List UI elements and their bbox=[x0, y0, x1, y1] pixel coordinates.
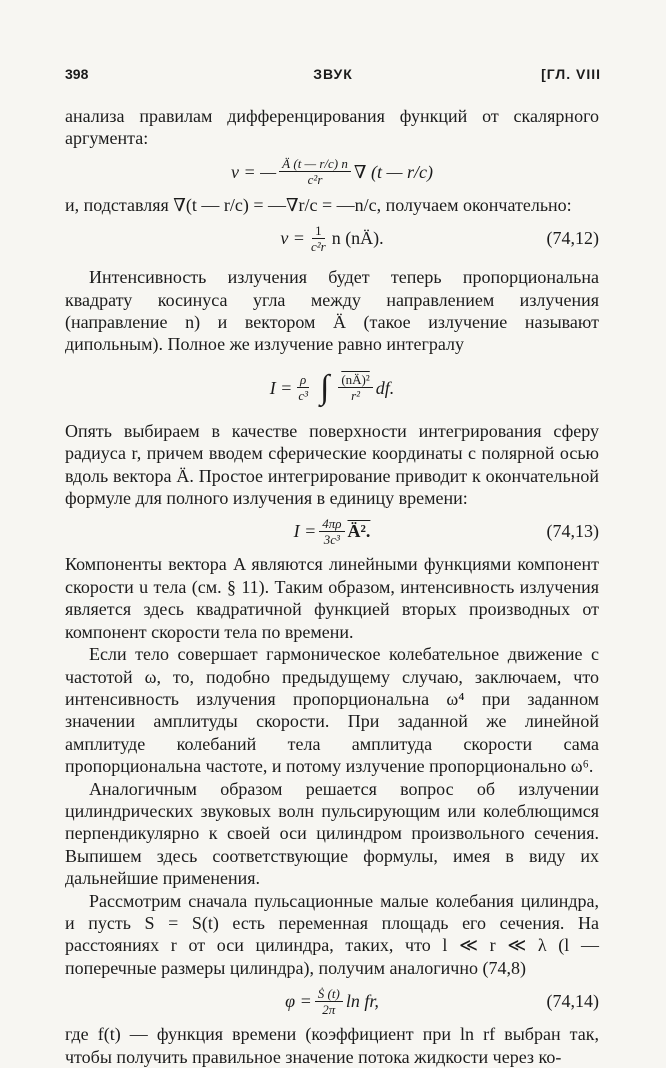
eq-lhs: I = bbox=[293, 521, 317, 542]
fraction-denominator: 3c³ bbox=[323, 531, 340, 547]
eq-rhs: n (nÄ). bbox=[331, 228, 384, 249]
paragraph: Компоненты вектора A являются линейными функциями компонент скорости u тела (см. § 11). Таким образом, интенсивность излучения является здесь квадратичной функцией вторых производных от компонент скорости тела по времени. bbox=[65, 554, 599, 642]
eq-rhs: df. bbox=[375, 377, 395, 398]
eq-lhs: v = — bbox=[231, 161, 277, 182]
running-header bbox=[65, 66, 601, 86]
eq-rhs: ∇ (t — r/c) bbox=[353, 161, 433, 182]
paragraph: Опять выбираем в качестве поверхности интегрирования сферу радиуса r, причем вводем сферические координаты с полярной осью вдоль вектора Ä. Простое интегрирование приводит к окончательной формуле для полного излучения в единицу времени: bbox=[65, 420, 599, 509]
eq-rhs: ln fr, bbox=[345, 990, 379, 1011]
fraction-numerator: ρ bbox=[297, 372, 309, 388]
fraction-numerator: Ä (t — r/c) n bbox=[279, 156, 351, 172]
fraction-denominator: 2π bbox=[322, 1001, 336, 1017]
paragraph: Если тело совершает гармоническое колебательное движение с частотой ω, то, подобно предыдущему случаю, заключаем, что интенсивность излучения пропорциональна ω⁴ при заданном значении амплитуды скорости. При заданной же линейной амплитуде колебаний тела амплитуда скорости сама пропорциональна частоте, и потому излучение пропорционально ω⁶. bbox=[65, 644, 599, 777]
fraction-numerator: 1 bbox=[312, 223, 325, 239]
paragraph: Интенсивность излучения будет теперь пропорциональна квадрату косинуса угла между направлением излучения (направление n) и вектором Ä (такое излучение называют дипольным). Полное же излучение равно интегралу bbox=[65, 267, 599, 355]
fraction-numerator: 4πρ bbox=[319, 516, 344, 532]
fraction-denominator: c³ bbox=[298, 388, 308, 404]
fraction-denominator: c²r bbox=[310, 238, 326, 254]
equation-integral bbox=[65, 356, 599, 420]
fraction-denominator: r² bbox=[351, 388, 361, 404]
fraction bbox=[295, 372, 311, 403]
equation-74-12 bbox=[65, 216, 599, 260]
paragraph: Рассмотрим сначала пульсационные малые колебания цилиндра, и пусть S = S(t) есть переменная площадь его сечения. На расстояниях r от оси цилиндра, таких, что l ≪ r ≪ λ (l — поперечные размеры цилиндра), получим аналогично (74,8) bbox=[65, 890, 599, 978]
chapter-label: [ГЛ. VIII bbox=[541, 66, 601, 82]
equation-velocity bbox=[65, 150, 599, 194]
eq-lhs: I = bbox=[269, 377, 293, 398]
running-title: ЗВУК bbox=[313, 66, 353, 82]
equation-number: (74,14) bbox=[546, 990, 599, 1011]
equation-number: (74,12) bbox=[546, 228, 599, 249]
fraction bbox=[315, 986, 343, 1017]
paragraph: и, подставляя ∇(t — r/c) = —∇r/c = —n/c, получаем окончательно: bbox=[65, 194, 572, 215]
fraction bbox=[319, 516, 344, 547]
paragraph: анализа правилам дифференцирования функций от скалярного аргумента: bbox=[65, 106, 599, 149]
fraction bbox=[279, 156, 351, 187]
fraction bbox=[308, 223, 329, 254]
page-number: 398 bbox=[65, 66, 89, 82]
eq-lhs: v = bbox=[280, 228, 305, 249]
fraction-denominator: c²r bbox=[307, 172, 323, 188]
fraction-numerator: (nÄ)² bbox=[338, 372, 372, 388]
page-body bbox=[65, 105, 599, 1068]
equation-74-13 bbox=[65, 509, 599, 553]
equation-74-14 bbox=[65, 979, 599, 1023]
integral-sign: ∫ bbox=[320, 368, 330, 406]
equation-number: (74,13) bbox=[546, 521, 599, 542]
fraction bbox=[338, 372, 372, 403]
paragraph: Аналогичным образом решается вопрос об излучении цилиндрических звуковых волн пульсирующим или колеблющимся перпендикулярно к своей оси цилиндром произвольного сечения. Выпишем здесь соответствующие формулы, имея в виду их дальнейшие применения. bbox=[65, 778, 599, 889]
fraction-numerator: Ṡ (t) bbox=[315, 986, 343, 1002]
eq-rhs: Ä². bbox=[347, 521, 371, 542]
paragraph: где f(t) — функция времени (коэффициент при ln rf выбран так, чтобы получить правильное значение потока жидкости через ко- bbox=[65, 1024, 599, 1067]
eq-lhs: φ = bbox=[285, 990, 312, 1011]
